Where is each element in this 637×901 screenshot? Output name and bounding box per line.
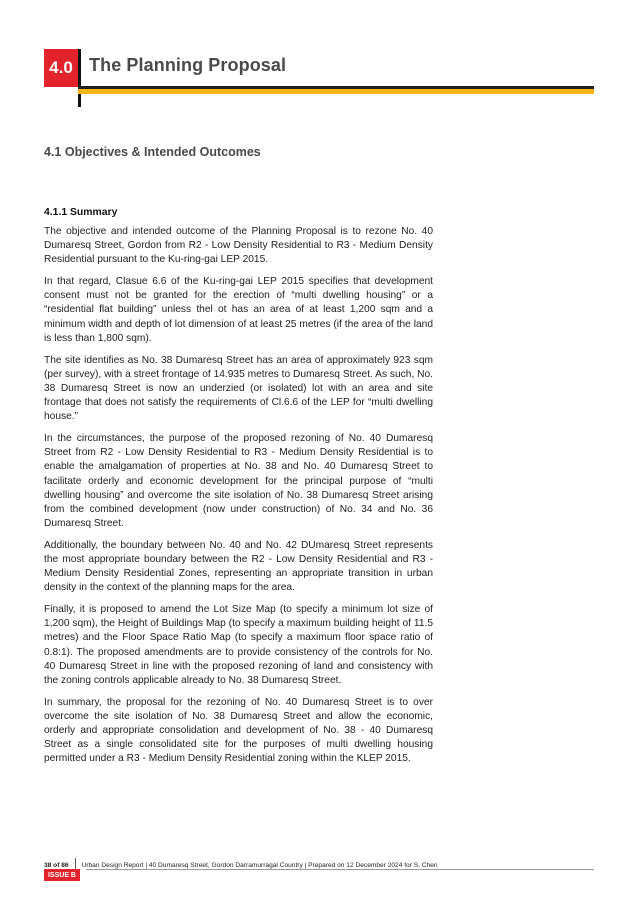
footer-text: Urban Design Report | 40 Dumaresq Street, Gordon Darramurragal Country | Prepared on 12 December 2024 for S. Chen [81, 861, 438, 869]
summary-paragraph: In that regard, Clasue 6.6 of the Ku-ring-gai LEP 2015 specifies that development consent must not be granted for the erection of “multi dwelling housing” or a “residential flat building” unless thel ot has an area of at least 1,200 sqm and a minimum width and depth of lot dimension of at least 25 metres (if the area of the land is less than 1,800 sqm). [44, 276, 433, 344]
subsection-title: 4.1 Objectives & Intended Outcomes [44, 145, 261, 159]
footer-rule [86, 869, 594, 870]
header-rule-yellow [78, 89, 594, 94]
header-vertical-bar [78, 49, 81, 107]
summary-paragraph: The site identifies as No. 38 Dumaresq Street has an area of approximately 923 sqm (per survey), with a street frontage of 14.935 metres to Dumaresq Street. As such, No. 38 Dumaresq Street is now an underzied (or isolated) lot with an area and site frontage that does not satisfy the requirements of Cl.6.6 of the LEP for “multi dwelling house.” [44, 354, 433, 423]
section-title: The Planning Proposal [89, 55, 287, 75]
summary-paragraph: Finally, it is proposed to amend the Lot Size Map (to specify a minimum lot size of 1,200 sqm), the Height of Buildings Map (to specify a maximum building height of 11.5 metres) and the Floor Space Ratio Map (to specify a maximum floor space ratio of 0.8:1). The proposed amendments are to provide consistency of the controls for No. 40 Dumaresq Street in line with the proposed rezoning of land and consistency with the zoning controls applicable already to No. 38 Dumaresq Street. [44, 604, 433, 686]
page-number: 38 of 86 [44, 861, 69, 869]
section-number-badge: 4.0 [44, 49, 78, 87]
summary-paragraph: The objective and intended outcome of the Planning Proposal is to rezone No. 40 Dumaresq Street, Gordon from R2 - Low Density Residential to R3 - Medium Density Residential pursuant to the Ku-ring-gai LEP 2015. [44, 226, 433, 266]
summary-paragraph: In summary, the proposal for the rezoning of No. 40 Dumaresq Street is to over overcome the site isolation of No. 38 Dumaresq Street and allow the economic, orderly and appropriate consolidation and development of No. 38 - 40 Dumaresq Street as a single consolidated site for the purposes of multi dwelling housing permitted under a R3 - Medium Density Residential zoning within the KLEP 2015. [44, 696, 433, 765]
summary-heading: 4.1.1 Summary [44, 207, 118, 218]
summary-paragraph: In the circumstances, the purpose of the proposed rezoning of No. 40 Dumaresq Street from R2 - Low Density Residential to R3 - Medium Density Residential is to enable the amalgamation of properties at No. 38 and No. 40 Dumaresq Street to facilitate orderly and economic development for the principal purpose of “multi dwelling housing” and overcome the site isolation of No. 38 Dumaresq Street arising from the combined development (now under construction) of No. 34 and No. 36 Dumaresq Street. [44, 433, 433, 529]
summary-content [44, 207, 433, 774]
summary-paragraph: Additionally, the boundary between No. 40 and No. 42 DUmaresq Street represents the most appropriate boundary between the R2 - Low Density Residential and R3 - Medium Density Residential Zones, representing an appropriate transition in urban density in the context of the planning maps for the area. [44, 539, 433, 594]
issue-badge: ISSUE B [44, 869, 80, 881]
